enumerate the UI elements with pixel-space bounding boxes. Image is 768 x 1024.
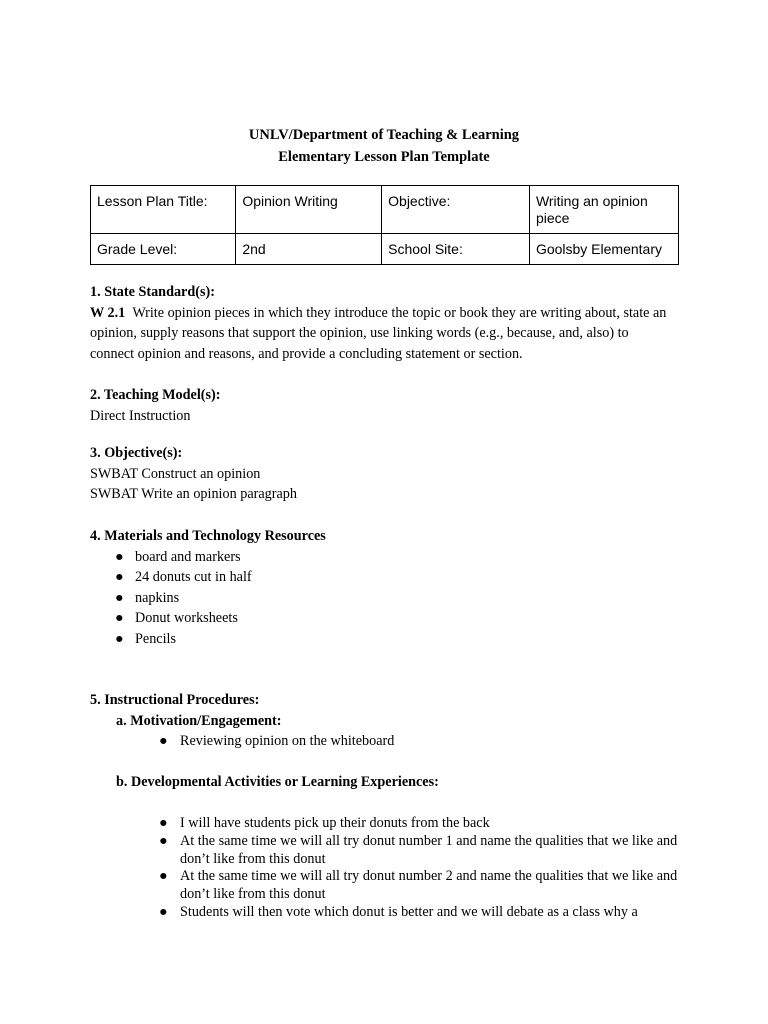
bullet-icon: ● <box>159 832 168 849</box>
bullet-icon: ● <box>115 569 124 585</box>
section-teaching-model <box>90 385 690 426</box>
section-title: 5. Instructional Procedures: <box>90 692 260 708</box>
standard-description: Write opinion pieces in which they introduce the topic or book they are writing about, state an opinion, supply reasons that support the opinion, use linking words (e.g., because, and, also) to connect opinion and reasons, and provide a concluding statement or section. <box>90 304 667 362</box>
standard-text-block <box>90 303 675 365</box>
list-item: ● Students will then vote which donut is better and we will debate as a class why a <box>159 903 638 920</box>
list-item: ● At the same time we will all try donut number 1 and name the qualities that we like and don’t like from this donut <box>159 832 678 867</box>
list-item: ● At the same time we will all try donut number 2 and name the qualities that we like and don’t like from this donut <box>159 868 678 903</box>
section-title: 2. Teaching Model(s): <box>90 387 221 403</box>
table-row <box>91 234 679 265</box>
bullet-icon: ● <box>159 903 168 920</box>
lesson-info-table <box>90 185 679 265</box>
developmental-list-wrap <box>90 815 690 922</box>
list-item: ● Reviewing opinion on the whiteboard <box>90 731 680 752</box>
section-title: 3. Objective(s): <box>90 445 183 461</box>
subsection-title-motivation: a. Motivation/Engagement: <box>116 712 282 729</box>
table-cell-label-grade: Grade Level: <box>91 234 236 265</box>
standard-code: W 2.1 <box>90 304 126 321</box>
table-cell-value-school: Goolsby Elementary <box>529 234 678 265</box>
list-item: ● board and markers <box>90 547 690 568</box>
table-cell-label-title: Lesson Plan Title: <box>91 186 236 234</box>
objective-line: SWBAT Write an opinion paragraph <box>90 486 297 502</box>
teaching-model-text: Direct Instruction <box>90 407 191 424</box>
header-department: UNLV/Department of Teaching & Learning <box>248 127 520 143</box>
list-item: ● napkins <box>90 588 690 609</box>
table-cell-label-objective: Objective: <box>382 186 530 234</box>
bullet-icon: ● <box>159 868 168 885</box>
developmental-list <box>90 815 690 922</box>
bullet-icon: ● <box>115 589 124 606</box>
table-cell-label-school: School Site: <box>382 234 530 265</box>
section-materials <box>90 526 690 649</box>
list-item: ● 24 donuts cut in half <box>90 567 690 588</box>
header-template-title: Elementary Lesson Plan Template <box>278 148 490 165</box>
section-title: 4. Materials and Technology Resources <box>90 528 326 544</box>
subsection-title-developmental: b. Developmental Activities or Learning Experiences: <box>116 774 439 790</box>
section-standards <box>90 282 675 364</box>
list-item: ● Donut worksheets <box>90 608 690 629</box>
subsection-developmental <box>90 772 690 793</box>
table-row <box>91 186 679 234</box>
table-cell-value-title: Opinion Writing <box>236 186 382 234</box>
bullet-icon: ● <box>115 610 124 626</box>
bullet-icon: ● <box>115 548 124 565</box>
list-item: ● Pencils <box>90 629 690 650</box>
bullet-icon: ● <box>159 733 168 749</box>
motivation-list <box>90 731 690 752</box>
section-procedures <box>90 690 690 752</box>
bullet-icon: ● <box>115 630 124 647</box>
table-cell-value-objective: Writing an opinion piece <box>529 186 678 234</box>
materials-list <box>90 547 690 650</box>
objective-line: SWBAT Construct an opinion <box>90 465 261 482</box>
bullet-icon: ● <box>159 815 168 831</box>
section-objectives <box>90 443 690 505</box>
section-title: 1. State Standard(s): <box>90 284 215 300</box>
list-item: ● I will have students pick up their donuts from the back <box>159 815 490 831</box>
table-cell-value-grade: 2nd <box>236 234 382 265</box>
document-header <box>0 125 768 168</box>
